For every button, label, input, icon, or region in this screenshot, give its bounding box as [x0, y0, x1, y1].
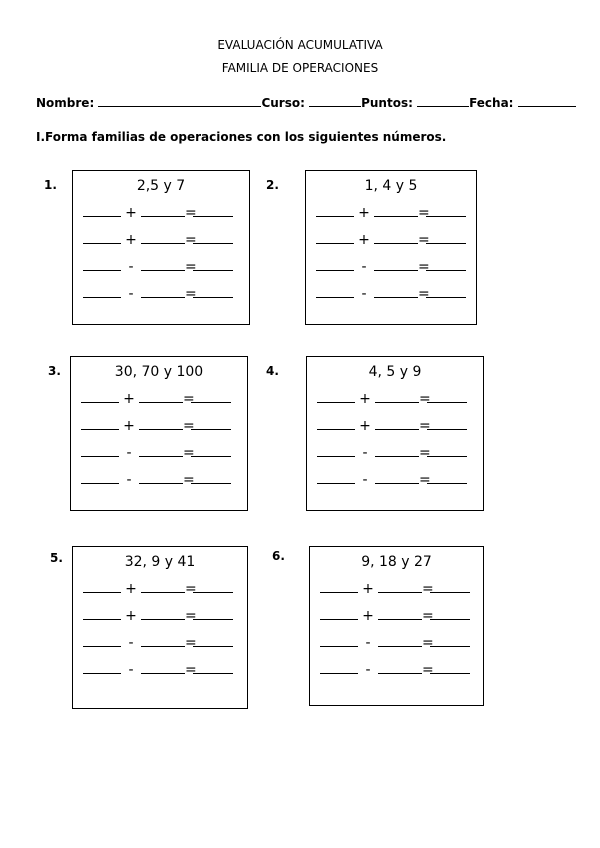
answer-blank[interactable]: [81, 444, 119, 457]
answer-blank[interactable]: [193, 258, 233, 271]
equals-sign: =: [185, 608, 197, 624]
plus-sign: +: [359, 418, 371, 434]
answer-blank[interactable]: [141, 258, 185, 271]
equals-sign: =: [419, 391, 431, 407]
equals-sign: =: [422, 662, 434, 678]
answer-blank[interactable]: [374, 231, 418, 244]
answer-blank[interactable]: [316, 285, 354, 298]
answer-blank[interactable]: [430, 580, 470, 593]
answer-blank[interactable]: [378, 634, 422, 647]
answer-blank[interactable]: [81, 390, 119, 403]
answer-blank[interactable]: [193, 607, 233, 620]
minus-sign: -: [126, 472, 132, 488]
answer-blank[interactable]: [83, 231, 121, 244]
answer-blank[interactable]: [320, 661, 358, 674]
answer-blank[interactable]: [141, 580, 185, 593]
equation-row: [316, 258, 466, 274]
answer-blank[interactable]: [193, 285, 233, 298]
answer-blank[interactable]: [141, 231, 185, 244]
answer-blank[interactable]: [316, 258, 354, 271]
equals-sign: =: [183, 391, 195, 407]
answer-blank[interactable]: [141, 661, 185, 674]
answer-blank[interactable]: [316, 204, 354, 217]
plus-sign: +: [125, 232, 137, 248]
minus-sign: -: [128, 286, 134, 302]
exercise-numbers: 1, 4 y 5: [364, 178, 418, 194]
equals-sign: =: [418, 286, 430, 302]
course-label: Curso:: [261, 96, 305, 110]
answer-blank[interactable]: [191, 471, 231, 484]
minus-sign: -: [365, 662, 371, 678]
equation-row: [83, 258, 233, 274]
equation-row: [316, 285, 466, 301]
answer-blank[interactable]: [83, 204, 121, 217]
equals-sign: =: [422, 635, 434, 651]
answer-blank[interactable]: [141, 607, 185, 620]
equals-sign: =: [185, 232, 197, 248]
name-label: Nombre:: [36, 96, 95, 110]
answer-blank[interactable]: [191, 417, 231, 430]
answer-blank[interactable]: [427, 471, 467, 484]
answer-blank[interactable]: [193, 634, 233, 647]
equation-row: [317, 390, 467, 406]
minus-sign: -: [128, 662, 134, 678]
answer-blank[interactable]: [139, 471, 183, 484]
answer-blank[interactable]: [375, 417, 419, 430]
exercise-numbers: 2,5 y 7: [136, 178, 186, 194]
answer-blank[interactable]: [426, 285, 466, 298]
answer-blank[interactable]: [426, 231, 466, 244]
equation-row: [317, 444, 467, 460]
exercise-number: 5.: [50, 551, 63, 565]
equals-sign: =: [419, 418, 431, 434]
equals-sign: =: [422, 581, 434, 597]
answer-blank[interactable]: [374, 204, 418, 217]
instruction: I.Forma familias de operaciones con los siguientes números.: [36, 130, 447, 144]
exercise-numbers: 4, 5 y 9: [368, 364, 422, 380]
answer-blank[interactable]: [427, 444, 467, 457]
equation-row: [81, 390, 231, 406]
equation-row: [83, 204, 233, 220]
page-subtitle: FAMILIA DE OPERACIONES: [221, 61, 379, 75]
answer-blank[interactable]: [193, 580, 233, 593]
answer-blank[interactable]: [426, 258, 466, 271]
answer-blank[interactable]: [430, 607, 470, 620]
minus-sign: -: [126, 445, 132, 461]
equals-sign: =: [185, 581, 197, 597]
exercise-numbers: 30, 70 y 100: [114, 364, 204, 380]
equation-row: [81, 471, 231, 487]
exercise-box: [305, 170, 477, 325]
exercise-numbers: 9, 18 y 27: [361, 554, 432, 570]
plus-sign: +: [123, 391, 135, 407]
exercise-box: [72, 546, 248, 709]
answer-blank[interactable]: [141, 285, 185, 298]
equation-row: [83, 285, 233, 301]
equation-row: [83, 580, 233, 596]
exercise-numbers: 32, 9 y 41: [124, 554, 196, 570]
equals-sign: =: [185, 205, 197, 221]
equation-row: [316, 231, 466, 247]
answer-blank[interactable]: [375, 390, 419, 403]
answer-blank[interactable]: [430, 661, 470, 674]
answer-blank[interactable]: [141, 634, 185, 647]
equation-row: [317, 417, 467, 433]
answer-blank[interactable]: [83, 661, 121, 674]
answer-blank[interactable]: [83, 285, 121, 298]
minus-sign: -: [361, 259, 367, 275]
answer-blank[interactable]: [426, 204, 466, 217]
plus-sign: +: [358, 232, 370, 248]
minus-sign: -: [361, 286, 367, 302]
answer-blank[interactable]: [378, 661, 422, 674]
equals-sign: =: [183, 472, 195, 488]
equals-sign: =: [183, 445, 195, 461]
exercise-number: 1.: [44, 178, 57, 192]
equation-row: [83, 607, 233, 623]
points-label: Puntos:: [361, 96, 413, 110]
answer-blank[interactable]: [83, 634, 121, 647]
exercise-box: [309, 546, 484, 706]
equation-row: [83, 231, 233, 247]
answer-blank[interactable]: [378, 607, 422, 620]
equals-sign: =: [419, 472, 431, 488]
answer-blank[interactable]: [320, 634, 358, 647]
student-fields: [36, 95, 576, 110]
answer-blank[interactable]: [83, 607, 121, 620]
answer-blank[interactable]: [139, 390, 183, 403]
equals-sign: =: [183, 418, 195, 434]
minus-sign: -: [128, 635, 134, 651]
answer-blank[interactable]: [375, 444, 419, 457]
equals-sign: =: [418, 259, 430, 275]
minus-sign: -: [362, 472, 368, 488]
equation-row: [317, 471, 467, 487]
answer-blank[interactable]: [320, 580, 358, 593]
equation-row: [316, 204, 466, 220]
answer-blank[interactable]: [316, 231, 354, 244]
exercise-box: [72, 170, 250, 325]
plus-sign: +: [362, 581, 374, 597]
equation-row: [81, 444, 231, 460]
equals-sign: =: [419, 445, 431, 461]
minus-sign: -: [128, 259, 134, 275]
page-title: EVALUACIÓN ACUMULATIVA: [217, 38, 383, 52]
equals-sign: =: [422, 608, 434, 624]
minus-sign: -: [365, 635, 371, 651]
answer-blank[interactable]: [427, 390, 467, 403]
equals-sign: =: [185, 286, 197, 302]
equals-sign: =: [418, 232, 430, 248]
exercise-number: 2.: [266, 178, 279, 192]
plus-sign: +: [125, 205, 137, 221]
equals-sign: =: [185, 662, 197, 678]
answer-blank[interactable]: [427, 417, 467, 430]
answer-blank[interactable]: [317, 471, 355, 484]
exercise-box: [306, 356, 484, 511]
equals-sign: =: [185, 635, 197, 651]
answer-blank[interactable]: [193, 204, 233, 217]
answer-blank[interactable]: [320, 607, 358, 620]
equation-row: [320, 634, 470, 650]
equation-row: [320, 580, 470, 596]
minus-sign: -: [362, 445, 368, 461]
plus-sign: +: [359, 391, 371, 407]
plus-sign: +: [358, 205, 370, 221]
date-label: Fecha:: [469, 96, 514, 110]
equation-row: [320, 607, 470, 623]
answer-blank[interactable]: [81, 417, 119, 430]
exercise-box: [70, 356, 248, 511]
answer-blank[interactable]: [193, 231, 233, 244]
equation-row: [81, 417, 231, 433]
answer-blank[interactable]: [83, 580, 121, 593]
answer-blank[interactable]: [139, 417, 183, 430]
plus-sign: +: [123, 418, 135, 434]
exercise-number: 4.: [266, 364, 279, 378]
answer-blank[interactable]: [430, 634, 470, 647]
equals-sign: =: [418, 205, 430, 221]
equation-row: [83, 661, 233, 677]
answer-blank[interactable]: [317, 390, 355, 403]
equation-row: [320, 661, 470, 677]
answer-blank[interactable]: [317, 444, 355, 457]
answer-blank[interactable]: [191, 390, 231, 403]
equals-sign: =: [185, 259, 197, 275]
equation-row: [83, 634, 233, 650]
answer-blank[interactable]: [374, 285, 418, 298]
answer-blank[interactable]: [378, 580, 422, 593]
points-field[interactable]: [417, 95, 469, 107]
answer-blank[interactable]: [193, 661, 233, 674]
answer-blank[interactable]: [81, 471, 119, 484]
plus-sign: +: [362, 608, 374, 624]
course-field[interactable]: [309, 95, 361, 107]
answer-blank[interactable]: [139, 444, 183, 457]
answer-blank[interactable]: [374, 258, 418, 271]
date-field[interactable]: [518, 95, 576, 107]
answer-blank[interactable]: [83, 258, 121, 271]
name-field[interactable]: [98, 95, 261, 107]
answer-blank[interactable]: [375, 471, 419, 484]
plus-sign: +: [125, 581, 137, 597]
plus-sign: +: [125, 608, 137, 624]
exercise-number: 6.: [272, 549, 285, 563]
answer-blank[interactable]: [141, 204, 185, 217]
answer-blank[interactable]: [317, 417, 355, 430]
exercise-number: 3.: [48, 364, 61, 378]
answer-blank[interactable]: [191, 444, 231, 457]
